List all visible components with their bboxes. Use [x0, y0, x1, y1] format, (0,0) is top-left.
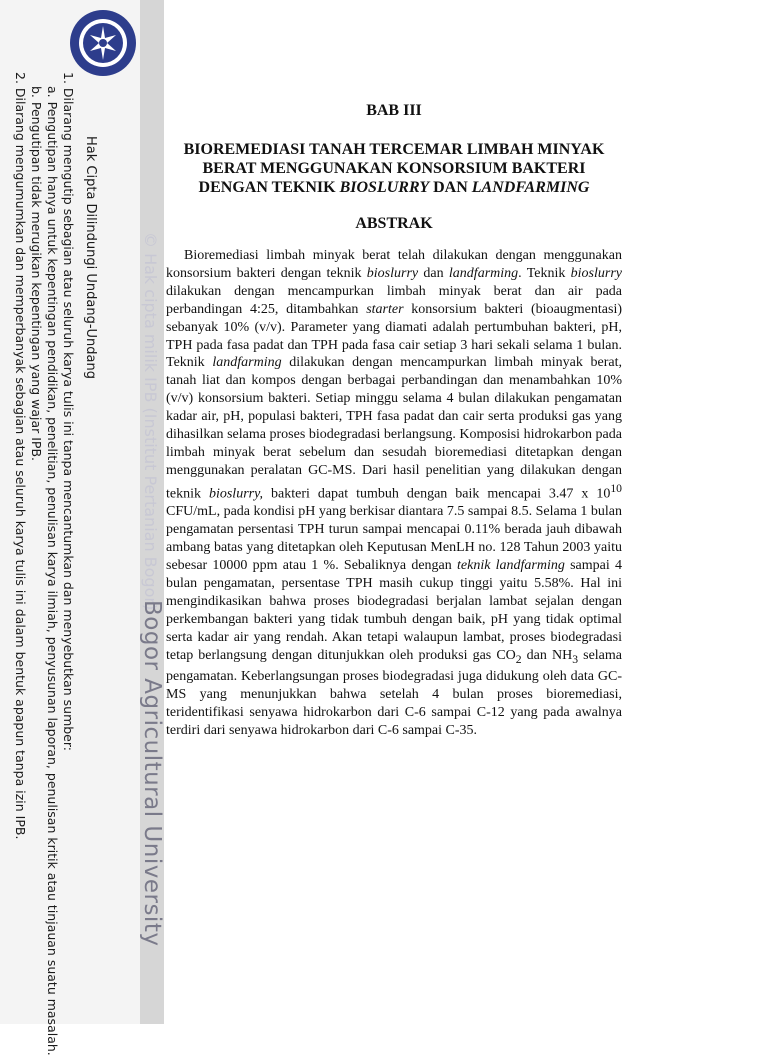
title-line: BIOREMEDIASI TANAH TERCEMAR LIMBAH MINYAK — [183, 141, 605, 158]
copyright-notice-line: 1. Dilarang mengutip sebagian atau seluruh karya tulis ini tanpa mencantumkan dan menyebutkan sumber: — [61, 72, 76, 752]
chapter-title — [166, 140, 622, 197]
abstract-heading: ABSTRAK — [355, 215, 433, 232]
title-line: BERAT MENGGUNAKAN KONSORSIUM BAKTERI — [202, 160, 586, 177]
copyright-notice-line: b. Pengutipan tidak merugikan kepentingan yang wajar IPB. — [29, 86, 44, 462]
copyright-notice-line: 2. Dilarang mengumumkan dan memperbanyak sebagian atau seluruh karya tulis ini dalam bentuk apapun tanpa izin IPB. — [13, 72, 28, 840]
watermark-text: © Hak cipta milik IPB (Institut Pertanian Bogor) — [141, 232, 160, 611]
chapter-heading: BAB III — [366, 102, 422, 119]
title-line: DENGAN TEKNIK BIOSLURRY DAN LANDFARMING — [198, 179, 590, 196]
copyright-notice-title: Hak Cipta Dilindungi Undang-Undang — [83, 136, 98, 379]
copyright-notice-line: a. Pengutipan hanya untuk kepentingan pendidikan, penelitian, penulisan karya ilmiah, penyusunan laporan, penulisan kritik atau tinjauan suatu masalah. — [45, 86, 60, 1056]
abstract-body: Bioremediasi limbah minyak berat telah dilakukan dengan menggunakan konsorsium bakteri dengan teknik bioslurry dan landfarming. Teknik bioslurry dilakukan dengan mencampurkan limbah minyak berat dan air pada perbandingan 4:25, ditambahkan starter konsorsium bakteri (bioaugmentasi) sebanyak 10% (v/v). Parameter yang diamati adalah pertumbuhan bakteri, pH, TPH pada fasa padat dan TPH pada fasa cair setiap 3 hari sekali selama 1 bulan. Teknik landfarming dilakukan dengan mencampurkan limbah minyak berat, tanah liat dan kompos dengan berbagai perbandingan dan menambahkan 10% (v/v) konsorsium bakteri. Setiap minggu selama 4 bulan dilakukan pengamatan kadar air, pH, populasi bakteri, TPH fasa padat dan cair serta produksi gas yang dihasilkan selama proses biodegradasi berlangsung. Komposisi hidrokarbon pada limbah minyak berat sebelum dan sesudah bioremediasi ditetapkan dengan menggunakan peralatan GC-MS. Dari hasil penelitian yang dilakukan dengan teknik bioslurry, bakteri dapat tumbuh dengan baik mencapai 3.47 x $10^{10}$ CFU/mL, pada kondisi pH yang berkisar diantara 7.5 sampai 8.5. Selama 1 bulan pengamatan persentasi TPH turun sampai mencapai 0.11% berada jauh dibawah ambang batas yang ditetapkan oleh Keputusan MenLH no. 128 Tahun 2003 yaitu sebesar 10000 ppm atau 1 %. Sebaliknya dengan teknik landfarming sampai 4 bulan pengamatan, persentase TPH masih cukup tinggi yaitu 5.58%. Hal ini mengindikasikan bahwa proses biodegradasi berjalan lambat sejalan dengan perkembangan bakteri yang tidak tumbuh dengan baik, pH yang tidak optimal serta kadar air yang rendah. Akan tetapi walaupun lambat, proses biodegradasi tetap berlangsung dengan ditunjukkan oleh produksi gas $CO_2$ dan $NH_3$ selama pengamatan. Keberlangsungan proses biodegradasi juga didukung oleh data GC-MS yang menunjukkan bahwa setelah 4 bulan proses bioremediasi, teridentifikasi senyawa hidrokarbon dari C-6 sampai C-12 yang pada awalnya terdiri dari senyawa hidrokarbon dari C-6 sampai C-35. — [166, 248, 622, 739]
ipb-seal-icon — [68, 8, 138, 78]
university-name: Bogor Agricultural University — [139, 600, 165, 947]
document-content — [166, 102, 622, 740]
